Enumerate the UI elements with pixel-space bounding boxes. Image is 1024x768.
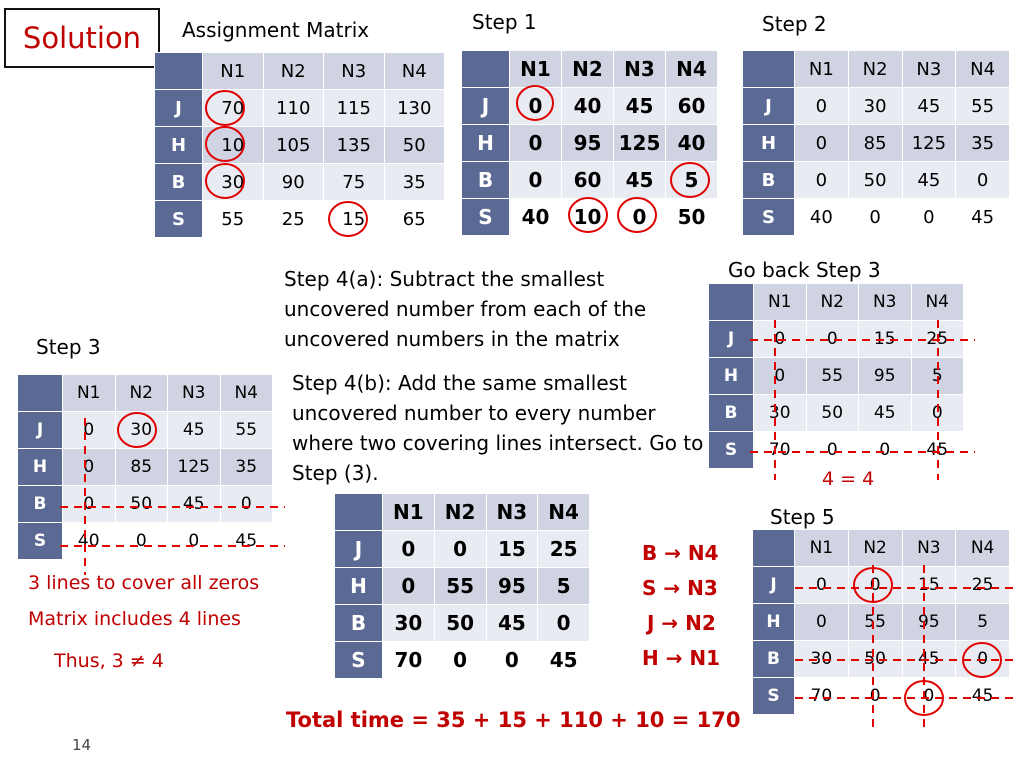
column-header: N2 — [848, 530, 902, 567]
matrix-cell: 55 — [220, 412, 273, 449]
matrix-cell: 50 — [806, 395, 859, 432]
matrix-cell: 55 — [848, 604, 902, 641]
matrix-cell: 40 — [510, 199, 562, 236]
matrix-cell: 95 — [902, 604, 956, 641]
column-header: N3 — [486, 494, 538, 531]
page-number: 14 — [72, 736, 92, 754]
assignments-list — [642, 536, 720, 676]
matrix-header-row — [335, 494, 590, 531]
matrix-row — [335, 531, 590, 568]
matrix-cell: 0 — [538, 605, 590, 642]
assignment-matrix-label: Assignment Matrix — [182, 18, 370, 42]
matrix-row — [18, 523, 273, 560]
matrix-row — [462, 199, 718, 236]
matrix-cell: 10 — [562, 199, 614, 236]
matrix-cell: 25 — [956, 567, 1010, 604]
column-header: N1 — [510, 51, 562, 88]
matrix-cell: 0 — [434, 642, 486, 679]
matrix-cell: 95 — [562, 125, 614, 162]
matrix-cell: 40 — [63, 523, 116, 560]
matrix-cell: 50 — [848, 162, 902, 199]
column-header: N2 — [848, 51, 902, 88]
matrix-row — [335, 568, 590, 605]
matrix-cell: 30 — [115, 412, 168, 449]
matrix-row — [18, 449, 273, 486]
matrix-cell: 45 — [859, 395, 912, 432]
matrix-cell: 0 — [754, 358, 807, 395]
matrix-cell: 30 — [383, 605, 435, 642]
matrix-cell: 85 — [115, 449, 168, 486]
column-header: N4 — [956, 51, 1010, 88]
matrix-cell: 0 — [795, 125, 849, 162]
step4a-text: Step 4(a): Subtract the smallest uncovered number from each of the uncovered numbers in the matrix — [284, 267, 647, 351]
matrix-cell: 0 — [795, 88, 849, 125]
assignment-item: H → N1 — [642, 646, 721, 670]
matrix-cell: 50 — [666, 199, 718, 236]
matrix-header-row — [462, 51, 718, 88]
matrix-row — [743, 162, 1010, 199]
matrix-cell: 105 — [263, 127, 324, 164]
row-header: J — [335, 531, 383, 568]
matrix-cell: 45 — [614, 88, 666, 125]
matrix-cell: 70 — [754, 432, 807, 469]
matrix-cell: 45 — [911, 432, 964, 469]
matrix-cell: 0 — [434, 531, 486, 568]
matrix-cell: 45 — [220, 523, 273, 560]
row-header: S — [335, 642, 383, 679]
matrix-cell: 0 — [902, 678, 956, 715]
matrix-cell: 0 — [63, 449, 116, 486]
matrix-row — [18, 412, 273, 449]
matrix-corner-cell — [753, 530, 795, 567]
matrix-row — [753, 678, 1010, 715]
matrix-row — [753, 604, 1010, 641]
matrix-row — [462, 88, 718, 125]
matrix-cell: 45 — [956, 678, 1010, 715]
matrix-row — [462, 162, 718, 199]
matrix-cell: 0 — [63, 412, 116, 449]
matrix-cell: 15 — [324, 201, 385, 238]
matrix-row — [335, 642, 590, 679]
matrix-cell: 35 — [956, 125, 1010, 162]
matrix-cell: 0 — [848, 678, 902, 715]
matrix-cell: 45 — [486, 605, 538, 642]
matrix-corner-cell — [155, 53, 203, 90]
matrix-cell: 15 — [902, 567, 956, 604]
matrix-row — [335, 605, 590, 642]
row-header: H — [753, 604, 795, 641]
assignment-item: J → N2 — [647, 611, 716, 635]
matrix-row — [743, 125, 1010, 162]
row-header: H — [18, 449, 63, 486]
step5-matrix-table — [752, 529, 1010, 715]
step4b-text: Step 4(b): Add the same smallest uncovered number to every number where two covering lines intersect. Go to Step (3). — [292, 371, 704, 485]
matrix-cell: 55 — [203, 201, 264, 238]
column-header: N3 — [902, 530, 956, 567]
assignment-item: B → N4 — [642, 541, 719, 565]
matrix-corner-cell — [18, 375, 63, 412]
matrix-cell: 95 — [486, 568, 538, 605]
matrix-cell: 45 — [902, 641, 956, 678]
row-header: B — [335, 605, 383, 642]
row-header: S — [743, 199, 795, 236]
matrix-row — [753, 567, 1010, 604]
matrix-row — [155, 127, 445, 164]
matrix-cell: 0 — [63, 486, 116, 523]
row-header: S — [753, 678, 795, 715]
matrix-cell: 50 — [384, 127, 445, 164]
go-back-step3-matrix-table — [708, 283, 964, 469]
matrix-cell: 85 — [848, 125, 902, 162]
step1-matrix-table — [461, 50, 718, 236]
matrix-header-row — [155, 53, 445, 90]
matrix-cell: 5 — [956, 604, 1010, 641]
row-header: B — [709, 395, 754, 432]
row-header: H — [155, 127, 203, 164]
matrix-row — [709, 395, 964, 432]
matrix-corner-cell — [709, 284, 754, 321]
matrix-cell: 5 — [538, 568, 590, 605]
row-header: J — [462, 88, 510, 125]
matrix-row — [155, 164, 445, 201]
total-time: Total time = 35 + 15 + 110 + 10 = 170 — [286, 708, 741, 732]
column-header: N2 — [263, 53, 324, 90]
matrix-cell: 110 — [263, 90, 324, 127]
matrix-cell: 55 — [434, 568, 486, 605]
matrix-row — [743, 199, 1010, 236]
row-header: S — [709, 432, 754, 469]
matrix-cell: 45 — [902, 88, 956, 125]
row-header: J — [753, 567, 795, 604]
matrix-cell: 0 — [220, 486, 273, 523]
row-header: S — [462, 199, 510, 236]
column-header: N2 — [115, 375, 168, 412]
row-header: S — [155, 201, 203, 238]
matrix-row — [709, 432, 964, 469]
matrix-cell: 0 — [510, 162, 562, 199]
matrix-cell: 0 — [383, 568, 435, 605]
row-header: B — [743, 162, 795, 199]
matrix-cell: 25 — [911, 321, 964, 358]
matrix-cell: 0 — [806, 432, 859, 469]
matrix-row — [709, 321, 964, 358]
matrix-cell: 50 — [434, 605, 486, 642]
matrix-cell: 0 — [806, 321, 859, 358]
matrix-cell: 0 — [754, 321, 807, 358]
matrix-cell: 5 — [666, 162, 718, 199]
matrix-cell: 75 — [324, 164, 385, 201]
matrix-cell: 30 — [795, 641, 849, 678]
column-header: N2 — [806, 284, 859, 321]
step2-matrix-table — [742, 50, 1010, 236]
column-header: N4 — [538, 494, 590, 531]
matrix-cell: 15 — [486, 531, 538, 568]
matrix-cell: 0 — [911, 395, 964, 432]
matrix-row — [155, 90, 445, 127]
matrix-cell: 55 — [956, 88, 1010, 125]
lines-cover-note: 3 lines to cover all zeros — [28, 572, 260, 594]
matrix-cell: 130 — [384, 90, 445, 127]
matrix-cell: 0 — [795, 567, 849, 604]
solution-title — [4, 8, 160, 68]
matrix-cell: 70 — [795, 678, 849, 715]
matrix-cell: 45 — [614, 162, 666, 199]
matrix-cell: 0 — [848, 567, 902, 604]
step3-matrix-table — [17, 374, 273, 560]
matrix-cell: 40 — [666, 125, 718, 162]
column-header: N4 — [911, 284, 964, 321]
matrix-cell: 50 — [848, 641, 902, 678]
matrix-header-row — [709, 284, 964, 321]
column-header: N1 — [203, 53, 264, 90]
matrix-cell: 125 — [614, 125, 666, 162]
matrix-cell: 0 — [168, 523, 221, 560]
row-header: H — [709, 358, 754, 395]
matrix-row — [709, 358, 964, 395]
step1-label: Step 1 — [472, 10, 537, 34]
row-header: B — [753, 641, 795, 678]
four-equals-note: 4 = 4 — [822, 468, 875, 490]
solution-title-text: Solution — [22, 21, 142, 55]
matrix-cell: 45 — [956, 199, 1010, 236]
matrix-row — [18, 486, 273, 523]
matrix-cell: 70 — [383, 642, 435, 679]
matrix-cell: 40 — [795, 199, 849, 236]
row-header: J — [155, 90, 203, 127]
matrix-cell: 45 — [168, 412, 221, 449]
column-header: N3 — [168, 375, 221, 412]
matrix-cell: 125 — [168, 449, 221, 486]
matrix-cell: 25 — [538, 531, 590, 568]
matrix-cell: 0 — [115, 523, 168, 560]
matrix-cell: 115 — [324, 90, 385, 127]
matrix-cell: 60 — [562, 162, 614, 199]
column-header: N2 — [562, 51, 614, 88]
column-header: N1 — [383, 494, 435, 531]
matrix-cell: 0 — [795, 604, 849, 641]
column-header: N4 — [220, 375, 273, 412]
matrix-header-row — [753, 530, 1010, 567]
assignment-item: S → N3 — [642, 576, 718, 600]
matrix-cell: 135 — [324, 127, 385, 164]
matrix-cell: 45 — [538, 642, 590, 679]
row-header: H — [743, 125, 795, 162]
column-header: N4 — [384, 53, 445, 90]
row-header: H — [462, 125, 510, 162]
column-header: N4 — [666, 51, 718, 88]
matrix-cell: 60 — [666, 88, 718, 125]
matrix-cell: 45 — [902, 162, 956, 199]
matrix-cell: 30 — [754, 395, 807, 432]
matrix-lines-note: Matrix includes 4 lines — [28, 608, 241, 630]
matrix-cell: 125 — [902, 125, 956, 162]
matrix-cell: 0 — [795, 162, 849, 199]
matrix-cell: 15 — [859, 321, 912, 358]
matrix-cell: 0 — [614, 199, 666, 236]
matrix-cell: 90 — [263, 164, 324, 201]
row-header: J — [743, 88, 795, 125]
matrix-corner-cell — [462, 51, 510, 88]
column-header: N2 — [434, 494, 486, 531]
matrix-cell: 95 — [859, 358, 912, 395]
matrix-cell: 35 — [384, 164, 445, 201]
matrix-cell: 30 — [848, 88, 902, 125]
assignment-matrix-table — [154, 52, 445, 238]
matrix-cell: 70 — [203, 90, 264, 127]
matrix-row — [462, 125, 718, 162]
matrix-header-row — [743, 51, 1010, 88]
matrix-cell: 35 — [220, 449, 273, 486]
matrix-cell: 10 — [203, 127, 264, 164]
column-header: N3 — [902, 51, 956, 88]
matrix-cell: 50 — [115, 486, 168, 523]
matrix-corner-cell — [335, 494, 383, 531]
step5-label: Step 5 — [770, 505, 835, 529]
matrix-cell: 0 — [510, 88, 562, 125]
column-header: N1 — [63, 375, 116, 412]
matrix-row — [743, 88, 1010, 125]
matrix-cell: 0 — [848, 199, 902, 236]
matrix-cell: 5 — [911, 358, 964, 395]
matrix-cell: 0 — [902, 199, 956, 236]
matrix-cell: 0 — [383, 531, 435, 568]
step4-matrix-table — [334, 493, 590, 679]
step3-label: Step 3 — [36, 335, 101, 359]
column-header: N1 — [754, 284, 807, 321]
row-header: J — [18, 412, 63, 449]
step2-label: Step 2 — [762, 12, 827, 36]
row-header: S — [18, 523, 63, 560]
row-header: B — [155, 164, 203, 201]
matrix-corner-cell — [743, 51, 795, 88]
column-header: N3 — [324, 53, 385, 90]
matrix-cell: 45 — [168, 486, 221, 523]
matrix-cell: 0 — [859, 432, 912, 469]
matrix-cell: 30 — [203, 164, 264, 201]
matrix-row — [753, 641, 1010, 678]
column-header: N3 — [614, 51, 666, 88]
row-header: J — [709, 321, 754, 358]
matrix-cell: 40 — [562, 88, 614, 125]
matrix-cell: 0 — [486, 642, 538, 679]
matrix-cell: 0 — [956, 641, 1010, 678]
column-header: N1 — [795, 530, 849, 567]
column-header: N1 — [795, 51, 849, 88]
thus-note: Thus, 3 ≠ 4 — [54, 650, 164, 672]
row-header: B — [462, 162, 510, 199]
matrix-cell: 55 — [806, 358, 859, 395]
row-header: H — [335, 568, 383, 605]
column-header: N4 — [956, 530, 1010, 567]
matrix-cell: 25 — [263, 201, 324, 238]
row-header: B — [18, 486, 63, 523]
matrix-cell: 0 — [956, 162, 1010, 199]
column-header: N3 — [859, 284, 912, 321]
matrix-row — [155, 201, 445, 238]
matrix-cell: 0 — [510, 125, 562, 162]
matrix-header-row — [18, 375, 273, 412]
go-back-step3-label: Go back Step 3 — [728, 258, 881, 282]
matrix-cell: 65 — [384, 201, 445, 238]
